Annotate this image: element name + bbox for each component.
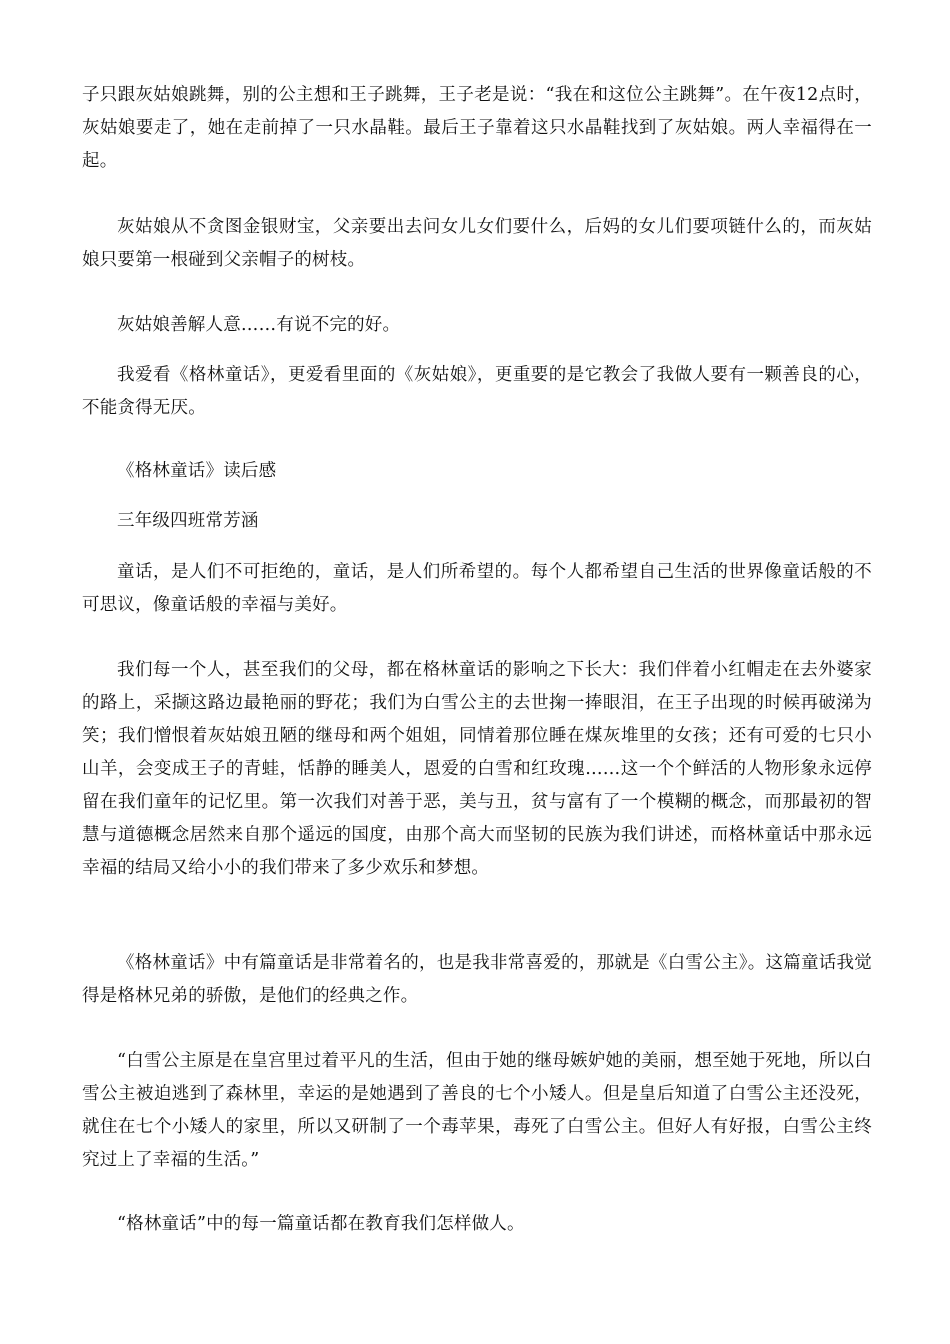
essay-author: 三年级四班常芳涵 bbox=[117, 511, 259, 531]
paragraph-snow-white-quote: “白雪公主原是在皇宫里过着平凡的生活，但由于她的继母嫉妒她的美丽，想至她于死地，所以白雪公主被迫逃到了森林里，幸运的是她遇到了善良的七个小矮人。但是皇后知道了白雪公主还没死，就住在七个小矮人的家里，所以又研制了一个毒苹果，毒死了白雪公主。但好人有好报，白雪公主终究过上了幸福的生活。” bbox=[82, 1051, 872, 1170]
paragraph-fairy-tale-intro: 童话，是人们不可拒绝的，童话，是人们所希望的。每个人都希望自己生活的世界像童话般的不可思议，像童话般的幸福与美好。 bbox=[82, 562, 872, 615]
paragraph-snow-white-intro: 《格林童话》中有篇童话是非常着名的，也是我非常喜爱的，那就是《白雪公主》。这篇童话我觉得是格林兄弟的骄傲，是他们的经典之作。 bbox=[82, 953, 872, 1006]
essay-title: 《格林童话》读后感 bbox=[117, 461, 277, 481]
paragraph-cinderella-virtue: 灰姑娘从不贪图金银财宝，父亲要出去问女儿女们要什么，后妈的女儿们要项链什么的，而灰姑娘只要第一根碰到父亲帽子的树枝。 bbox=[82, 217, 872, 270]
paragraph-childhood-memories: 我们每一个人，甚至我们的父母，都在格林童话的影响之下长大：我们伴着小红帽走在去外婆家的路上，采撷这路边最艳丽的野花；我们为白雪公主的去世掬一捧眼泪，在王子出现的时候再破涕为笑；我们憎恨着灰姑娘丑陋的继母和两个姐姐，同情着那位睡在煤灰堆里的女孩；还有可爱的七只小山羊，会变成王子的青蛙，恬静的睡美人，恩爱的白雪和红玫瑰……这一个个鲜活的人物形象永远停留在我们童年的记忆里。第一次我们对善于恶，美与丑，贫与富有了一个模糊的概念，而那最初的智慧与道德概念居然来自那个遥远的国度，由那个高大而坚韧的民族为我们讲述，而格林童话中那永远幸福的结局又给小小的我们带来了多少欢乐和梦想。 bbox=[82, 660, 872, 878]
paragraph-cinderella-kind: 灰姑娘善解人意……有说不完的好。 bbox=[117, 315, 401, 335]
paragraph-cinderella-ball: 子只跟灰姑娘跳舞，别的公主想和王子跳舞，王子老是说：“我在和这位公主跳舞”。在午夜12点时，灰姑娘要走了，她在走前掉了一只水晶鞋。最后王子靠着这只水晶鞋找到了灰姑娘。两人幸福得在一起。 bbox=[82, 85, 872, 171]
paragraph-love-grimm: 我爱看《格林童话》，更爱看里面的《灰姑娘》，更重要的是它教会了我做人要有一颗善良的心，不能贪得无厌。 bbox=[82, 365, 872, 418]
paragraph-conclusion: “格林童话”中的每一篇童话都在教育我们怎样做人。 bbox=[117, 1214, 525, 1234]
